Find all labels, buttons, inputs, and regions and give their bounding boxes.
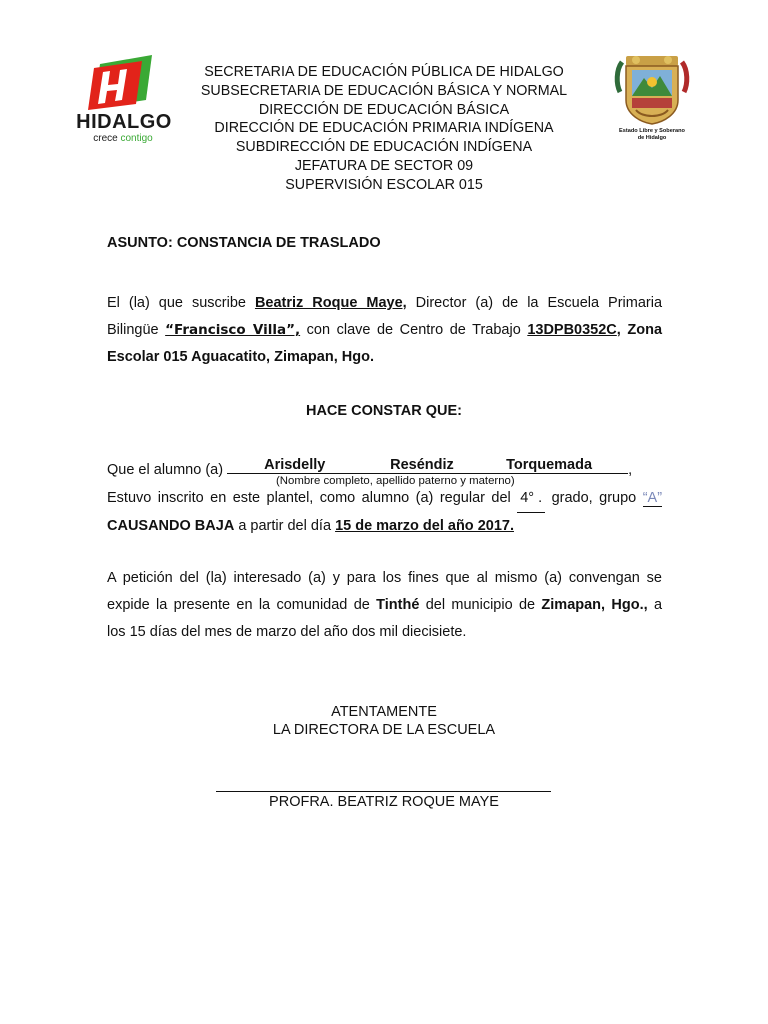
intro-line-2: Bilingüe “Francisco Villa”, con clave de Centro de Trabajo 13DPB0352C, Zona <box>107 322 663 338</box>
enrollment-line-2: CAUSANDO BAJA a partir del día 15 de marzo del año 2017. <box>107 518 514 534</box>
enrollment-paragraph <box>107 485 662 540</box>
signature-line <box>216 791 551 792</box>
withdrawal-label: CAUSANDO BAJA <box>107 518 235 534</box>
coat-of-arms-icon <box>612 48 692 126</box>
name-hint: (Nombre completo, apellido paterno y materno) <box>276 475 515 487</box>
signer-name: Beatriz Roque Maye, <box>254 295 407 311</box>
school-name: “Francisco Villa”, <box>165 322 301 338</box>
intro-paragraph <box>107 290 662 371</box>
group-value: “A” <box>642 490 663 506</box>
work-center-key: 13DPB0352C, Zona <box>527 322 663 338</box>
intro-line-3: Escolar 015 Aguacatito, Zimapan, Hgo. <box>107 349 374 365</box>
certifies-heading: HACE CONSTAR QUE: <box>305 403 462 419</box>
header-line: SUPERVISIÓN ESCOLAR 015 <box>285 176 483 193</box>
signature-name: PROFRA. BEATRIZ ROQUE MAYE <box>269 794 499 810</box>
withdrawal-date: 15 de marzo del año 2017. <box>335 518 514 534</box>
intro-line-1: El (la) que suscribe Beatriz Roque Maye, Director (a) de la Escuela Primaria <box>107 295 663 311</box>
header-line: DIRECCIÓN DE EDUCACIÓN PRIMARIA INDÍGENA <box>214 120 554 137</box>
header-line: SUBDIRECCIÓN DE EDUCACIÓN INDÍGENA <box>235 139 533 156</box>
student-line: Que el alumno (a) Arisdelly Reséndiz Torquemada , <box>107 457 633 478</box>
student-first-name: Arisdelly <box>264 457 326 473</box>
hidalgo-logo <box>70 52 176 152</box>
petition-line-2: expide la presente en la comunidad de Tinthé del municipio de Zimapan, Hgo., a <box>107 597 663 613</box>
subject-line: ASUNTO: CONSTANCIA DE TRASLADO <box>107 235 381 251</box>
community-name: Tinthé <box>376 597 420 613</box>
municipality-name: Zimapan, Hgo., <box>541 597 648 613</box>
petition-paragraph <box>107 565 662 646</box>
petition-line-3: los 15 días del mes de marzo del año dos mil diecisiete. <box>107 624 467 640</box>
student-last-name-2: Torquemada <box>506 457 593 473</box>
student-name-field <box>227 457 628 474</box>
closing-atentamente: ATENTAMENTE <box>331 704 437 720</box>
header-line: JEFATURA DE SECTOR 09 <box>294 157 474 174</box>
petition-line-1: A petición del (la) interesado (a) y para los fines que al mismo (a) convengan se <box>107 570 662 586</box>
hidalgo-wordmark: HIDALGO <box>76 111 172 133</box>
coat-caption: Estado Libre y Soberano de Hidalgo <box>619 128 685 141</box>
header-line: SECRETARIA DE EDUCACIÓN PÚBLICA DE HIDALGO <box>204 64 564 80</box>
header-line: DIRECCIÓN DE EDUCACIÓN BÁSICA <box>258 101 510 118</box>
document-header <box>190 63 578 195</box>
student-last-name-1: Reséndiz <box>390 457 454 473</box>
header-line: SUBSECRETARIA DE EDUCACIÓN BÁSICA Y NORMAL <box>200 82 568 99</box>
hidalgo-tagline: crece contigo <box>93 133 153 144</box>
state-coat-of-arms <box>612 48 692 148</box>
grade-value: 4° . <box>517 485 545 513</box>
enrollment-line-1: Estuvo inscrito en este plantel, como alumno (a) regular del 4° . grado, grupo “A” <box>107 485 662 513</box>
closing-role: LA DIRECTORA DE LA ESCUELA <box>272 722 496 738</box>
